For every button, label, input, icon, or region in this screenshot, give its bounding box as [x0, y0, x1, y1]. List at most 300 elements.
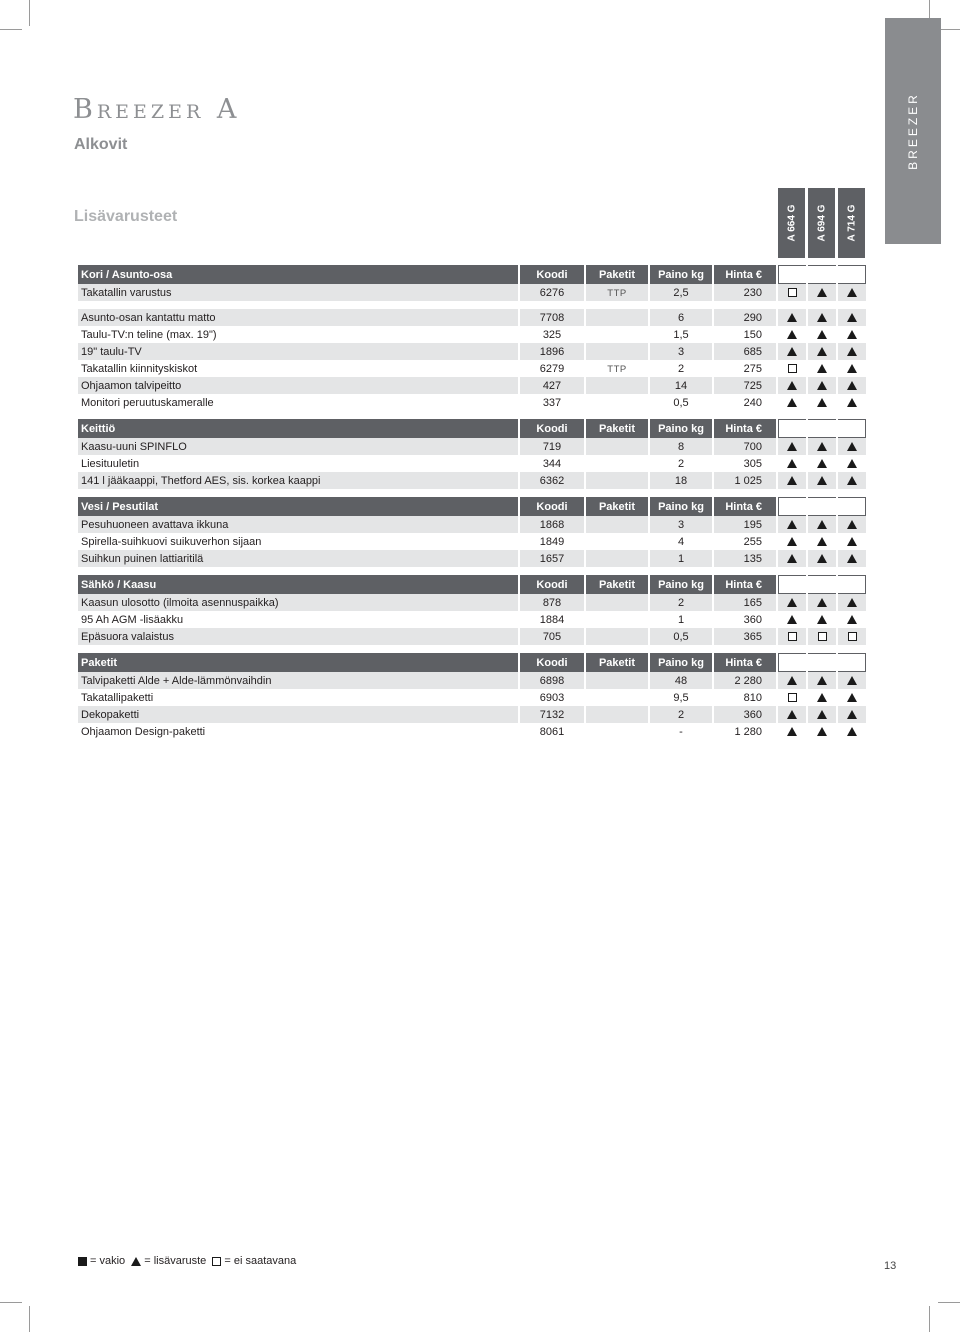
- triangle-icon: [131, 1257, 141, 1266]
- model-header-cell: [838, 575, 866, 594]
- availability-cell: [808, 672, 836, 689]
- item-code: 344: [542, 457, 562, 470]
- group-title: Keittiö: [78, 419, 518, 438]
- availability-cell: [838, 284, 866, 301]
- table-row: [78, 516, 866, 533]
- item-package: [586, 284, 648, 301]
- availability-cell: [778, 438, 806, 455]
- triangle-icon: [847, 520, 857, 529]
- model-header-a694g: A 694 G: [808, 188, 835, 258]
- item-code: 337: [542, 396, 562, 409]
- col-header-weight: Paino kg: [650, 497, 712, 516]
- crop-mark: [29, 0, 30, 26]
- availability-cell: [838, 611, 866, 628]
- group-header-row: [78, 265, 866, 284]
- item-package: [586, 326, 648, 343]
- availability-cell: [778, 309, 806, 326]
- package-code: TTP: [607, 287, 627, 299]
- group-header-row: [78, 575, 866, 594]
- availability-cell: [778, 689, 806, 706]
- availability-cell: [808, 360, 836, 377]
- package-code: TTP: [607, 363, 627, 375]
- model-header-cell: [838, 265, 866, 284]
- triangle-icon: [817, 288, 827, 297]
- availability-cell: [838, 343, 866, 360]
- group-title: Kori / Asunto-osa: [78, 265, 518, 284]
- crop-mark: [929, 1306, 930, 1332]
- table-row: [78, 360, 866, 377]
- triangle-icon: [847, 537, 857, 546]
- item-price: 230: [714, 284, 776, 301]
- item-weight: 2: [650, 594, 712, 611]
- item-name: Takatallin kiinnityskiskot: [81, 362, 198, 375]
- triangle-icon: [817, 364, 827, 373]
- triangle-icon: [817, 313, 827, 322]
- availability-cell: [778, 550, 806, 567]
- table-row: [78, 377, 866, 394]
- empty-square-icon: [788, 693, 797, 702]
- table-row: [78, 309, 866, 326]
- group-spacer: [78, 489, 866, 497]
- item-code: 1884: [539, 613, 565, 626]
- crop-mark: [938, 1302, 960, 1303]
- availability-cell: [838, 516, 866, 533]
- item-weight: 4: [677, 535, 685, 548]
- col-header-price: Hinta €: [714, 497, 776, 516]
- availability-cell: [808, 550, 836, 567]
- col-header-weight: Paino kg: [650, 265, 712, 284]
- availability-cell: [808, 284, 836, 301]
- col-header-code: Koodi: [520, 419, 584, 438]
- section-title: Lisävarusteet: [74, 208, 178, 225]
- item-package: [586, 689, 648, 706]
- triangle-icon: [847, 615, 857, 624]
- item-package: [586, 360, 648, 377]
- col-header-price: Hinta €: [714, 575, 776, 594]
- availability-cell: [778, 516, 806, 533]
- table-row: [78, 550, 866, 567]
- triangle-icon: [817, 554, 827, 563]
- availability-cell: [778, 723, 806, 740]
- triangle-icon: [787, 313, 797, 322]
- model-header-a664g: A 664 G: [778, 188, 805, 258]
- triangle-icon: [817, 381, 827, 390]
- availability-cell: [838, 550, 866, 567]
- item-name: Taulu-TV:n teline (max. 19"): [81, 328, 217, 341]
- crop-mark: [0, 1302, 22, 1303]
- triangle-icon: [817, 615, 827, 624]
- item-package: [586, 611, 648, 628]
- item-code: 6276: [520, 284, 584, 301]
- triangle-icon: [787, 676, 797, 685]
- item-weight: 14: [650, 377, 712, 394]
- item-name: 95 Ah AGM -lisäakku: [81, 613, 184, 626]
- accessories-table: [76, 265, 868, 740]
- availability-cell: [808, 628, 836, 645]
- col-header-price: Hinta €: [714, 653, 776, 672]
- availability-cell: [808, 516, 836, 533]
- item-code: 6898: [520, 672, 584, 689]
- col-header-price: Hinta €: [714, 265, 776, 284]
- model-header-cell: [778, 653, 806, 672]
- table-row: [78, 394, 866, 411]
- model-header-cell: [778, 497, 806, 516]
- item-name: Kaasun ulosotto (ilmoita asennuspaikka): [78, 594, 518, 611]
- triangle-icon: [817, 476, 827, 485]
- brand-side-tab: [885, 18, 941, 244]
- col-header-weight: Paino kg: [650, 419, 712, 438]
- crop-mark: [938, 29, 960, 30]
- triangle-icon: [847, 381, 857, 390]
- legend-optional: = lisävaruste: [144, 1255, 207, 1267]
- item-code: 427: [520, 377, 584, 394]
- triangle-icon: [817, 398, 827, 407]
- triangle-icon: [787, 398, 797, 407]
- triangle-icon: [847, 710, 857, 719]
- item-weight: 1,5: [673, 328, 689, 341]
- item-price: 165: [714, 594, 776, 611]
- item-package: [586, 723, 648, 740]
- table-row: [78, 723, 866, 740]
- item-code: 1896: [520, 343, 584, 360]
- table-row: [78, 672, 866, 689]
- col-header-packages: Paketit: [586, 653, 648, 672]
- triangle-icon: [817, 598, 827, 607]
- side-tab-label: BREEZER: [906, 92, 920, 170]
- item-name: Takatallin varustus: [78, 284, 518, 301]
- item-weight: 1: [650, 550, 712, 567]
- col-header-price: Hinta €: [714, 419, 776, 438]
- legend-standard: = vakio: [90, 1255, 126, 1267]
- availability-cell: [778, 377, 806, 394]
- item-name: Talvipaketti Alde + Alde-lämmönvaihdin: [78, 672, 518, 689]
- availability-cell: [778, 706, 806, 723]
- triangle-icon: [817, 727, 827, 736]
- item-code: 6279: [539, 362, 565, 375]
- availability-cell: [838, 672, 866, 689]
- model-header-cell: [808, 419, 836, 438]
- item-package: [586, 343, 648, 360]
- triangle-icon: [787, 520, 797, 529]
- group-spacer: [78, 411, 866, 419]
- triangle-icon: [847, 693, 857, 702]
- model-header-cell: [838, 497, 866, 516]
- availability-cell: [778, 628, 806, 645]
- group-spacer: [78, 567, 866, 575]
- availability-cell: [838, 594, 866, 611]
- item-price: 360: [743, 613, 762, 626]
- item-code: 719: [520, 438, 584, 455]
- table-row: [78, 533, 866, 550]
- availability-cell: [838, 472, 866, 489]
- availability-cell: [808, 438, 836, 455]
- item-price: 135: [714, 550, 776, 567]
- model-header-cell: [838, 653, 866, 672]
- group-title: Paketit: [78, 653, 518, 672]
- group-header-row: [78, 497, 866, 516]
- col-header-code: Koodi: [520, 497, 584, 516]
- item-code: 7132: [520, 706, 584, 723]
- availability-cell: [808, 706, 836, 723]
- item-name: Takatallipaketti: [81, 691, 154, 704]
- triangle-icon: [787, 476, 797, 485]
- availability-cell: [808, 326, 836, 343]
- item-code: 1868: [520, 516, 584, 533]
- item-price: 1 280: [734, 725, 762, 738]
- item-price: 195: [714, 516, 776, 533]
- legend-unavailable: = ei saatavana: [224, 1255, 297, 1267]
- availability-cell: [808, 611, 836, 628]
- triangle-icon: [847, 676, 857, 685]
- item-price: 725: [714, 377, 776, 394]
- availability-cell: [808, 455, 836, 472]
- item-price: 255: [743, 535, 762, 548]
- availability-cell: [778, 455, 806, 472]
- triangle-icon: [847, 288, 857, 297]
- availability-cell: [778, 360, 806, 377]
- triangle-icon: [787, 381, 797, 390]
- item-package: [586, 706, 648, 723]
- col-header-code: Koodi: [520, 265, 584, 284]
- availability-cell: [838, 723, 866, 740]
- empty-square-icon: [788, 288, 797, 297]
- empty-square-icon: [212, 1257, 221, 1266]
- item-price: 700: [714, 438, 776, 455]
- item-code: 705: [520, 628, 584, 645]
- item-weight: 9,5: [673, 691, 689, 704]
- triangle-icon: [817, 347, 827, 356]
- col-header-packages: Paketit: [586, 419, 648, 438]
- empty-square-icon: [848, 632, 857, 641]
- group-header-row: [78, 419, 866, 438]
- triangle-icon: [787, 442, 797, 451]
- item-package: [586, 377, 648, 394]
- item-weight: -: [679, 725, 683, 738]
- item-weight: 6: [650, 309, 712, 326]
- empty-square-icon: [788, 632, 797, 641]
- triangle-icon: [787, 710, 797, 719]
- triangle-icon: [787, 459, 797, 468]
- item-name: Monitori peruutuskameralle: [81, 396, 214, 409]
- availability-cell: [808, 723, 836, 740]
- triangle-icon: [847, 398, 857, 407]
- item-price: 2 280: [714, 672, 776, 689]
- availability-cell: [778, 672, 806, 689]
- item-name: Liesituuletin: [81, 457, 140, 470]
- item-package: [586, 309, 648, 326]
- item-package: [586, 438, 648, 455]
- triangle-icon: [847, 554, 857, 563]
- table-row: [78, 326, 866, 343]
- item-name: Dekopaketti: [78, 706, 518, 723]
- item-package: [586, 550, 648, 567]
- item-name: 141 l jääkaappi, Thetford AES, sis. korkea kaappi: [78, 472, 518, 489]
- col-header-packages: Paketit: [586, 265, 648, 284]
- item-name: Ohjaamon talvipeitto: [78, 377, 518, 394]
- item-name: Suihkun puinen lattiaritilä: [78, 550, 518, 567]
- triangle-icon: [817, 676, 827, 685]
- item-package: [586, 472, 648, 489]
- triangle-icon: [817, 459, 827, 468]
- item-price: 1 025: [714, 472, 776, 489]
- col-header-weight: Paino kg: [650, 653, 712, 672]
- col-header-weight: Paino kg: [650, 575, 712, 594]
- item-price: 685: [714, 343, 776, 360]
- triangle-icon: [847, 347, 857, 356]
- triangle-icon: [817, 520, 827, 529]
- availability-cell: [778, 343, 806, 360]
- filled-square-icon: [78, 1257, 87, 1266]
- model-header-a714g: A 714 G: [838, 188, 865, 258]
- availability-cell: [808, 343, 836, 360]
- item-code: 7708: [520, 309, 584, 326]
- availability-cell: [778, 326, 806, 343]
- triangle-icon: [847, 313, 857, 322]
- item-name: Kaasu-uuni SPINFLO: [78, 438, 518, 455]
- triangle-icon: [787, 615, 797, 624]
- item-code: 8061: [539, 725, 565, 738]
- triangle-icon: [847, 459, 857, 468]
- item-package: [586, 455, 648, 472]
- item-package: [586, 628, 648, 645]
- item-code: 6362: [520, 472, 584, 489]
- legend: [75, 1255, 296, 1267]
- group-spacer: [78, 645, 866, 653]
- item-code: 1849: [539, 535, 565, 548]
- item-weight: 2: [677, 457, 685, 470]
- item-weight: 3: [650, 516, 712, 533]
- table-row: [78, 611, 866, 628]
- group-header-row: [78, 653, 866, 672]
- table-row: [78, 438, 866, 455]
- item-code: 6903: [539, 691, 565, 704]
- availability-cell: [838, 326, 866, 343]
- availability-cell: [778, 533, 806, 550]
- triangle-icon: [847, 476, 857, 485]
- item-weight: 18: [650, 472, 712, 489]
- table-row: [78, 455, 866, 472]
- availability-cell: [838, 438, 866, 455]
- empty-square-icon: [818, 632, 827, 641]
- group-spacer: [78, 301, 866, 309]
- availability-cell: [808, 394, 836, 411]
- triangle-icon: [787, 598, 797, 607]
- empty-square-icon: [788, 364, 797, 373]
- table-row: [78, 343, 866, 360]
- item-code: 878: [520, 594, 584, 611]
- availability-cell: [778, 594, 806, 611]
- availability-cell: [808, 689, 836, 706]
- item-price: 360: [714, 706, 776, 723]
- item-weight: 3: [650, 343, 712, 360]
- crop-mark: [29, 1306, 30, 1332]
- group-title: Sähkö / Kaasu: [78, 575, 518, 594]
- item-price: 305: [743, 457, 762, 470]
- triangle-icon: [787, 554, 797, 563]
- col-header-code: Koodi: [520, 653, 584, 672]
- item-price: 810: [743, 691, 762, 704]
- triangle-icon: [817, 693, 827, 702]
- availability-cell: [838, 377, 866, 394]
- model-header-cell: [838, 419, 866, 438]
- model-header-cell: [778, 419, 806, 438]
- item-weight: 2: [650, 706, 712, 723]
- item-price: 240: [743, 396, 762, 409]
- item-weight: 0,5: [650, 628, 712, 645]
- availability-cell: [838, 689, 866, 706]
- crop-mark: [0, 29, 22, 30]
- triangle-icon: [847, 364, 857, 373]
- item-package: [586, 533, 648, 550]
- model-header-cell: [808, 575, 836, 594]
- triangle-icon: [787, 330, 797, 339]
- availability-cell: [808, 377, 836, 394]
- item-name: 19" taulu-TV: [78, 343, 518, 360]
- item-code: 1657: [520, 550, 584, 567]
- triangle-icon: [847, 330, 857, 339]
- availability-cell: [838, 455, 866, 472]
- item-weight: 0,5: [673, 396, 689, 409]
- availability-cell: [808, 594, 836, 611]
- table-row: [78, 628, 866, 645]
- page-number: 13: [884, 1260, 897, 1272]
- triangle-icon: [847, 598, 857, 607]
- availability-cell: [778, 472, 806, 489]
- triangle-icon: [847, 727, 857, 736]
- item-name: Ohjaamon Design-paketti: [81, 725, 206, 738]
- group-title: Vesi / Pesutilat: [78, 497, 518, 516]
- availability-cell: [838, 309, 866, 326]
- triangle-icon: [817, 537, 827, 546]
- availability-cell: [838, 360, 866, 377]
- item-price: 150: [743, 328, 762, 341]
- triangle-icon: [787, 537, 797, 546]
- item-package: [586, 394, 648, 411]
- page-subtitle: Alkovit: [74, 136, 128, 153]
- item-name: Pesuhuoneen avattava ikkuna: [78, 516, 518, 533]
- col-header-code: Koodi: [520, 575, 584, 594]
- table-row: [78, 594, 866, 611]
- table-row: [78, 689, 866, 706]
- availability-cell: [838, 628, 866, 645]
- model-header-cell: [808, 265, 836, 284]
- model-header-cell: [808, 653, 836, 672]
- col-header-packages: Paketit: [586, 497, 648, 516]
- item-name: Spirella-suihkuovi suikuverhon sijaan: [81, 535, 262, 548]
- item-code: 325: [542, 328, 562, 341]
- item-package: [586, 516, 648, 533]
- model-header-cell: [778, 575, 806, 594]
- item-weight: 2: [677, 362, 685, 375]
- item-package: [586, 594, 648, 611]
- availability-cell: [808, 533, 836, 550]
- item-name: Epäsuora valaistus: [78, 628, 518, 645]
- item-price: 365: [714, 628, 776, 645]
- model-header-cell: [778, 265, 806, 284]
- item-package: [586, 672, 648, 689]
- item-price: 290: [714, 309, 776, 326]
- availability-cell: [838, 533, 866, 550]
- item-price: 275: [743, 362, 762, 375]
- item-weight: 8: [650, 438, 712, 455]
- availability-cell: [808, 472, 836, 489]
- col-header-packages: Paketit: [586, 575, 648, 594]
- item-weight: 48: [650, 672, 712, 689]
- model-header-cell: [808, 497, 836, 516]
- table-row: [78, 706, 866, 723]
- page-title: Breezer A: [73, 94, 241, 125]
- availability-cell: [838, 394, 866, 411]
